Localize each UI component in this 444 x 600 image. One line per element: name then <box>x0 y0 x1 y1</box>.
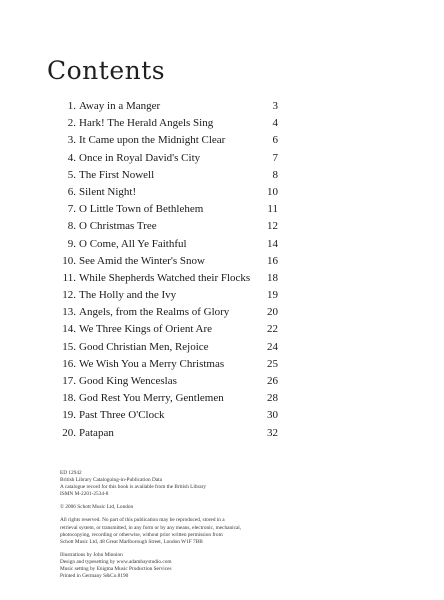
toc-number: 7. <box>67 203 76 216</box>
toc-title: O Come, All Ye Faithful <box>79 237 187 250</box>
toc-entry <box>60 425 278 442</box>
rights-line: retrieval system, or transmitted, in any form or by any means, electronic, mechanical, <box>60 524 242 531</box>
toc-number: 11. <box>62 271 76 284</box>
toc-entry <box>60 270 278 287</box>
toc-page: 24 <box>267 340 278 353</box>
toc-entry <box>60 184 278 201</box>
rights-line: All rights reserved. No part of this publication may be reproduced, stored in a <box>60 517 225 524</box>
publication-imprint <box>60 470 390 586</box>
toc-page: 22 <box>267 323 278 336</box>
toc-page: 11 <box>267 203 278 216</box>
toc-page: 20 <box>267 306 278 319</box>
credit-line: Printed in Germany S&Co.8190 <box>60 573 129 580</box>
toc-title: The First Nowell <box>79 168 155 181</box>
copyright-notice <box>60 504 390 511</box>
toc-title: Patapan <box>79 426 114 439</box>
toc-title: The Holly and the Ivy <box>79 289 177 302</box>
toc-page: 4 <box>272 117 278 130</box>
toc-entry <box>60 98 278 115</box>
toc-title: Past Three O'Clock <box>79 409 165 422</box>
toc-page: 10 <box>267 185 278 198</box>
toc-number: 15. <box>62 340 76 353</box>
catalogue-heading: British Library Cataloguing-in-Publication Data <box>60 477 162 484</box>
toc-entry <box>60 253 278 270</box>
toc-number: 20. <box>62 426 76 439</box>
page-title: Contents <box>47 56 166 85</box>
toc-number: 3. <box>67 134 76 147</box>
toc-title: Hark! The Herald Angels Sing <box>79 117 214 130</box>
toc-title: Good Christian Men, Rejoice <box>79 340 209 353</box>
rights-line: Schott Music Ltd, 48 Great Marlborough Street, London W1F 7BB <box>60 538 203 545</box>
rights-notice <box>60 517 390 545</box>
toc-page: 3 <box>272 100 278 112</box>
toc-title: We Wish You a Merry Christmas <box>79 357 225 370</box>
toc-number: 16. <box>62 357 76 370</box>
toc-entry <box>60 287 278 304</box>
rights-line: photocopying, recording or otherwise, without prior written permission from <box>60 531 223 538</box>
table-of-contents <box>60 98 278 442</box>
toc-page: 6 <box>272 134 278 147</box>
toc-title: Once in Royal David's City <box>79 151 201 164</box>
toc-entry <box>60 201 278 218</box>
toc-page: 19 <box>267 289 278 302</box>
toc-page: 7 <box>272 151 278 164</box>
toc-entry <box>60 339 278 356</box>
toc-title: See Amid the Winter's Snow <box>79 254 205 267</box>
toc-number: 9. <box>67 237 76 250</box>
catalogue-info <box>60 470 390 498</box>
toc-entry <box>60 304 278 321</box>
toc-page: 12 <box>267 220 278 233</box>
toc-number: 13. <box>62 306 76 319</box>
toc-page: 14 <box>267 237 278 250</box>
toc-number: 2. <box>67 117 76 130</box>
ismn: ISMN M-2201-2534-8 <box>60 491 109 498</box>
toc-entry <box>60 236 278 253</box>
edition-number: ED 12942 <box>60 470 82 476</box>
toc-title: While Shepherds Watched their Flocks <box>79 271 251 284</box>
toc-title: Away in a Manger <box>79 100 161 112</box>
credit-line: Design and typesetting by www.adambaystudio.com <box>60 558 172 565</box>
toc-number: 19. <box>62 409 76 422</box>
toc-page: 16 <box>267 254 278 267</box>
credit-line: Illustrations by John Minnion <box>60 551 123 558</box>
toc-title: Angels, from the Realms of Glory <box>79 306 230 319</box>
copyright-line: © 2006 Schott Music Ltd, London <box>60 504 134 511</box>
toc-entry <box>60 373 278 390</box>
catalogue-note: A catalogue record for this book is available from the British Library <box>60 484 207 491</box>
toc-title: God Rest You Merry, Gentlemen <box>79 392 224 405</box>
toc-page: 25 <box>267 357 278 370</box>
toc-entry <box>60 167 278 184</box>
toc-page: 32 <box>267 426 278 439</box>
toc-page: 28 <box>267 392 278 405</box>
toc-number: 18. <box>62 392 76 405</box>
toc-number: 10. <box>62 254 76 267</box>
toc-title: Silent Night! <box>79 185 137 198</box>
toc-number: 5. <box>67 168 76 181</box>
toc-entry <box>60 132 278 149</box>
toc-number: 1. <box>67 100 76 112</box>
toc-title: Good King Wenceslas <box>79 375 177 387</box>
toc-entry <box>60 356 278 373</box>
credits <box>60 552 390 580</box>
toc-title: It Came upon the Midnight Clear <box>79 134 226 147</box>
toc-entry <box>60 115 278 132</box>
toc-number: 17. <box>62 375 76 387</box>
toc-entry <box>60 390 278 407</box>
toc-page: 30 <box>267 409 278 422</box>
credit-line: Music setting by Enigma Music Production Services <box>60 566 172 573</box>
toc-entry <box>60 218 278 235</box>
toc-title: We Three Kings of Orient Are <box>79 323 213 336</box>
toc-page: 26 <box>267 375 278 387</box>
toc-entry <box>60 407 278 424</box>
toc-title: O Little Town of Bethlehem <box>79 203 204 216</box>
toc-title: O Christmas Tree <box>79 220 157 233</box>
toc-entry <box>60 150 278 167</box>
toc-number: 12. <box>62 289 76 302</box>
toc-page: 8 <box>272 168 278 181</box>
toc-number: 8. <box>67 220 76 233</box>
toc-number: 6. <box>67 185 76 198</box>
toc-number: 4. <box>67 151 76 164</box>
toc-number: 14. <box>62 323 76 336</box>
toc-entry <box>60 321 278 338</box>
toc-page: 18 <box>267 271 278 284</box>
